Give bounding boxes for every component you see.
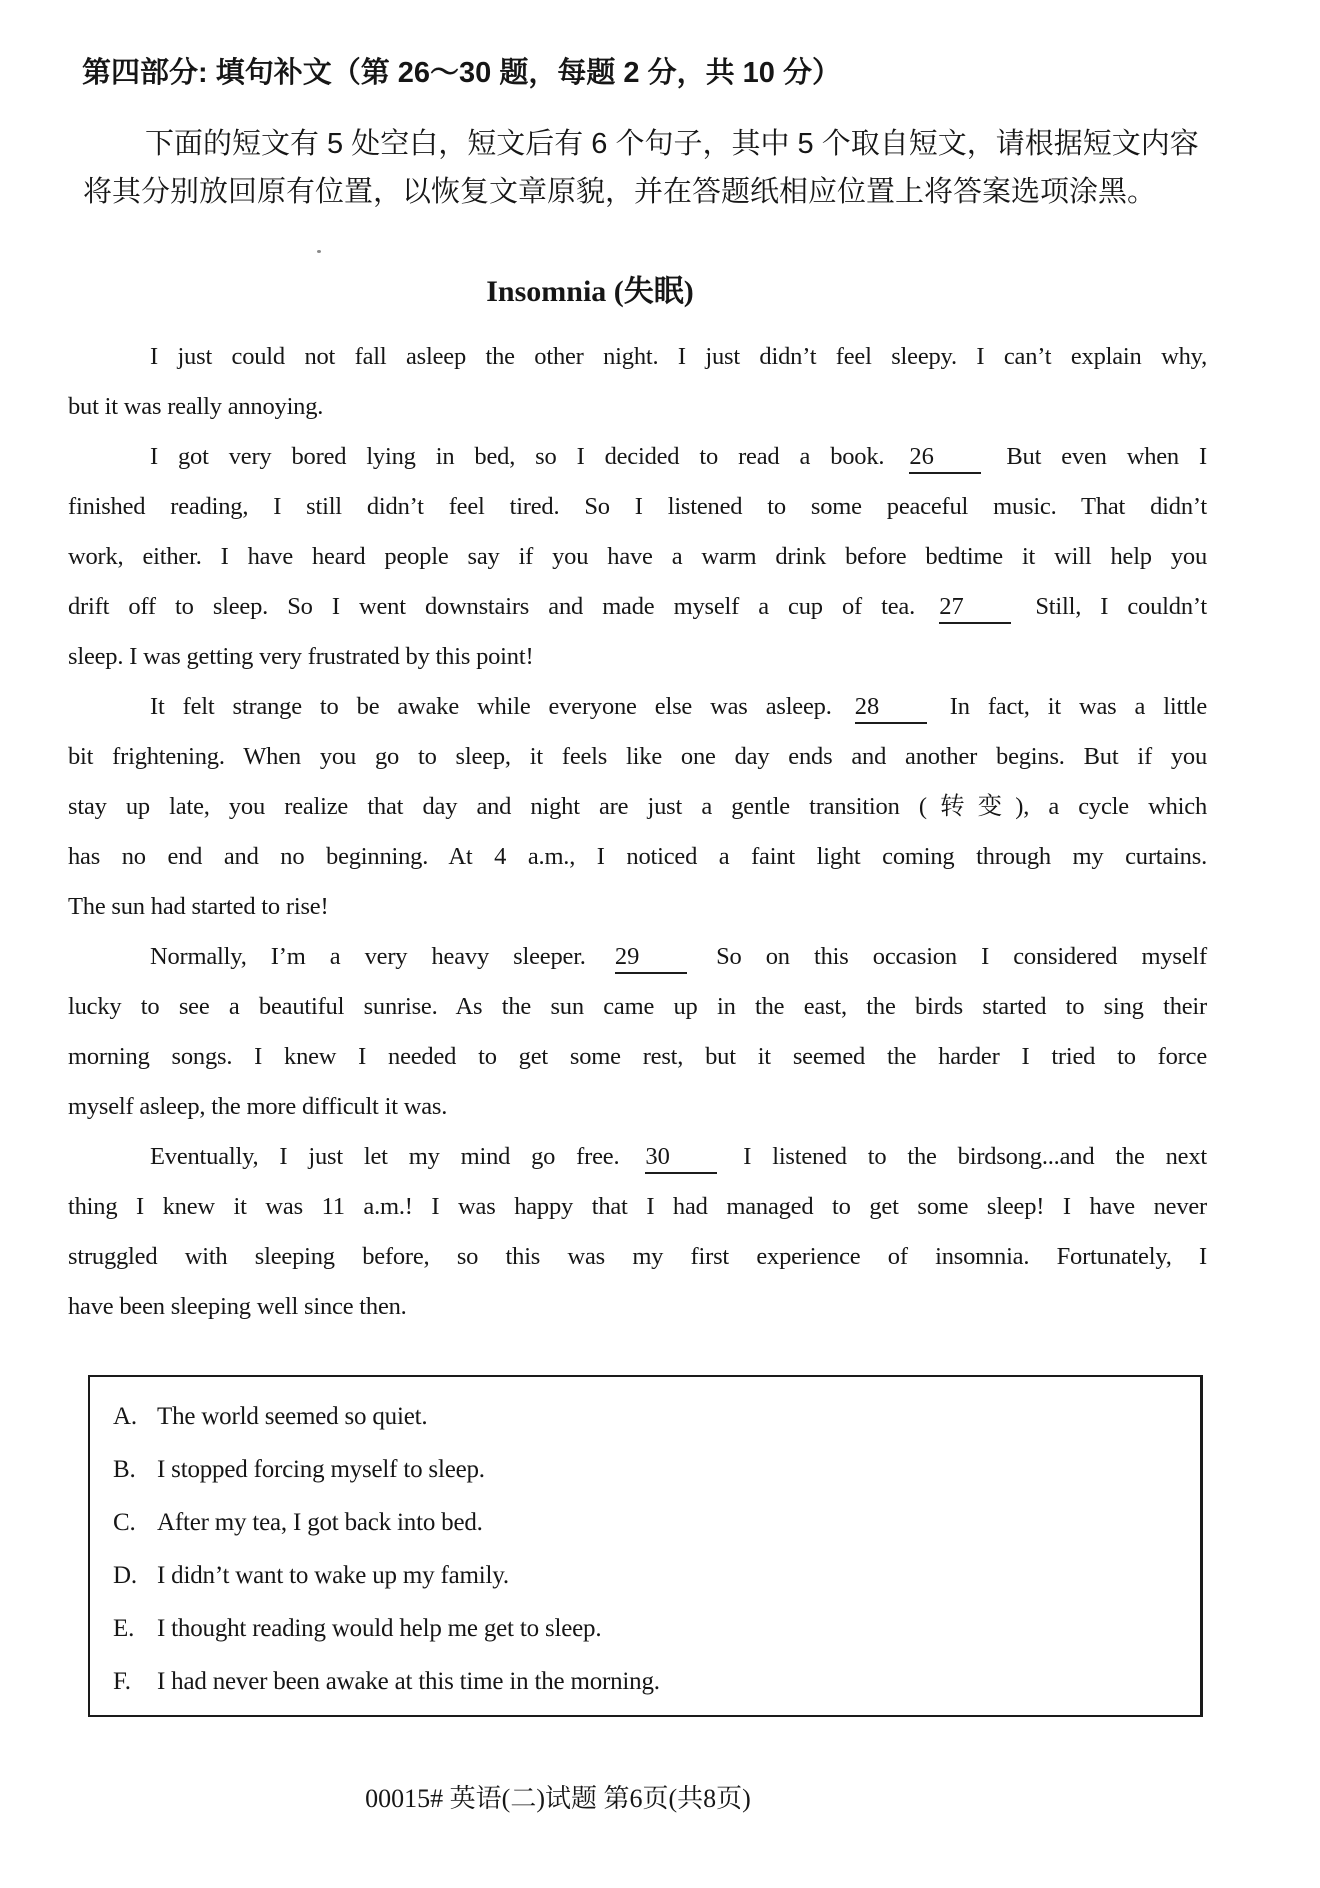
passage [68, 332, 1207, 1332]
passage-line: have been sleeping well since then. [68, 1293, 407, 1320]
scan-artifact-dot [317, 250, 321, 253]
passage-line: Normally, I’m a very heavy sleeper. 29 So on this occasion I considered myself [68, 932, 1207, 982]
option-label: C. [113, 1509, 136, 1536]
passage-line: morning songs. I knew I needed to get some rest, but it seemed the harder I tried to force [68, 1043, 1207, 1070]
blank-29: 29 [615, 943, 687, 974]
option-row [113, 1443, 1180, 1496]
option-label: E. [113, 1615, 135, 1642]
passage-line: but it was really annoying. [68, 393, 324, 420]
option-label: D. [113, 1562, 137, 1589]
option-row [113, 1549, 1180, 1602]
section-header: 第四部分: 填句补文（第 26～30 题，每题 2 分，共 10 分） [82, 57, 841, 89]
blank-28: 28 [855, 693, 927, 724]
option-text: I stopped forcing myself to sleep. [157, 1456, 485, 1483]
passage-title: Insomnia (失眠) [486, 275, 694, 308]
passage-line: sleep. I was getting very frustrated by this point! [68, 643, 534, 670]
passage-line: finished reading, I still didn’t feel tired. So I listened to some peaceful music. That didn’t [68, 493, 1207, 520]
blank-26: 26 [909, 443, 981, 474]
passage-line: drift off to sleep. So I went downstairs and made myself a cup of tea. 27 Still, I couldn’t [68, 582, 1207, 632]
option-label: A. [113, 1403, 137, 1430]
passage-line: I got very bored lying in bed, so I decided to read a book. 26 But even when I [68, 432, 1207, 482]
option-text: The world seemed so quiet. [157, 1403, 428, 1430]
option-label: F. [113, 1668, 131, 1695]
passage-line: lucky to see a beautiful sunrise. As the sun came up in the east, the birds started to sing their [68, 993, 1207, 1020]
option-row [113, 1602, 1180, 1655]
passage-line: It felt strange to be awake while everyone else was asleep. 28 In fact, it was a little [68, 682, 1207, 732]
passage-line: Eventually, I just let my mind go free. 30 I listened to the birdsong...and the next [68, 1132, 1207, 1182]
blank-30: 30 [645, 1143, 717, 1174]
instructions-line: 将其分别放回原有位置，以恢复文章原貌，并在答题纸相应位置上将答案选项涂黑。 [83, 176, 1157, 208]
passage-line: stay up late, you realize that day and night are just a gentle transition (转变), a cycle which [68, 793, 1207, 820]
passage-line: bit frightening. When you go to sleep, it feels like one day ends and another begins. But if you [68, 743, 1207, 770]
option-text: After my tea, I got back into bed. [157, 1509, 483, 1536]
passage-line: myself asleep, the more difficult it was. [68, 1093, 448, 1120]
blank-27: 27 [939, 593, 1011, 624]
instructions-line: 下面的短文有 5 处空白，短文后有 6 个句子，其中 5 个取自短文，请根据短文内容 [145, 128, 1199, 160]
passage-line: has no end and no beginning. At 4 a.m., I noticed a faint light coming through my curtains. [68, 843, 1207, 870]
passage-line: I just could not fall asleep the other night. I just didn’t feel sleepy. I can’t explain why, [150, 343, 1207, 370]
passage-line: thing I knew it was 11 a.m.! I was happy that I had managed to get some sleep! I have never [68, 1193, 1207, 1220]
option-label: B. [113, 1456, 136, 1483]
options-box [88, 1375, 1203, 1717]
option-row [113, 1390, 1180, 1443]
passage-line: work, either. I have heard people say if you have a warm drink before bedtime it will help you [68, 543, 1207, 570]
instructions [83, 120, 1199, 216]
option-row [113, 1655, 1180, 1708]
passage-line: The sun had started to rise! [68, 893, 329, 920]
passage-line: struggled with sleeping before, so this was my first experience of insomnia. Fortunately, I [68, 1243, 1207, 1270]
option-row [113, 1496, 1180, 1549]
option-text: I didn’t want to wake up my family. [157, 1562, 509, 1589]
option-text: I thought reading would help me get to sleep. [157, 1615, 602, 1642]
page-footer: 00015# 英语(二)试题 第6页(共8页) [365, 1784, 751, 1813]
option-text: I had never been awake at this time in the morning. [157, 1668, 660, 1695]
